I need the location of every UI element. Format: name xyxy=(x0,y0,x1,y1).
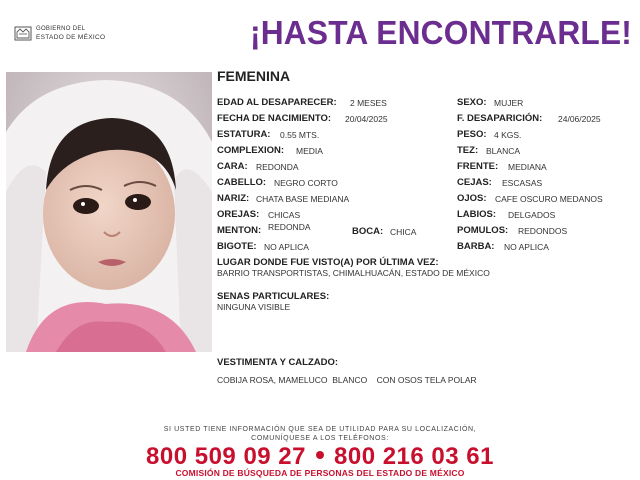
bullet-dot-icon xyxy=(316,451,324,459)
frente-value: MEDIANA xyxy=(508,162,547,172)
bigote-label: BIGOTE: xyxy=(217,241,257,252)
headline: ¡HASTA ENCONTRARLE! xyxy=(250,14,633,51)
barba-label: BARBA: xyxy=(457,241,495,252)
state-seal-icon xyxy=(14,24,32,42)
menton-label: MENTON: xyxy=(217,225,262,236)
fecha-desaparicion-label: F. DESAPARICIÓN: xyxy=(457,113,543,124)
last-seen-value: BARRIO TRANSPORTISTAS, CHIMALHUACÁN, ESTADO DE MÉXICO xyxy=(217,268,490,278)
estatura-label: ESTATURA: xyxy=(217,129,271,140)
cara-label: CARA: xyxy=(217,161,248,172)
cara-value: REDONDA xyxy=(256,162,299,172)
cejas-label: CEJAS: xyxy=(457,177,492,188)
nariz-label: NARIZ: xyxy=(217,193,250,204)
bigote-value: NO APLICA xyxy=(264,242,309,252)
marks-value: NINGUNA VISIBLE xyxy=(217,302,291,312)
pomulos-value: REDONDOS xyxy=(518,226,568,236)
logo-line-2: ESTADO DE MÉXICO xyxy=(36,34,106,41)
ojos-label: OJOS: xyxy=(457,193,487,204)
boca-value: CHICA xyxy=(390,227,417,237)
clothing-value: COBIJA ROSA, MAMELUCO BLANCO CON OSOS TELA POLAR xyxy=(217,375,477,385)
complexion-label: COMPLEXION: xyxy=(217,145,285,156)
footer-note-line-2: COMUNÍQUESE A LOS TELÉFONOS: xyxy=(251,435,389,442)
person-name: FEMENINA xyxy=(217,68,291,84)
menton-value: REDONDA xyxy=(268,222,311,232)
edad-label: EDAD AL DESAPARECER: xyxy=(217,97,337,108)
labios-label: LABIOS: xyxy=(457,209,497,220)
labios-value: DELGADOS xyxy=(508,210,556,220)
fecha-desaparicion-value: 24/06/2025 xyxy=(558,114,601,124)
boca-label: BOCA: xyxy=(352,226,384,237)
marks-label: SENAS PARTICULARES: xyxy=(217,291,330,302)
peso-value: 4 KGS. xyxy=(494,130,522,140)
nacimiento-label: FECHA DE NACIMIENTO: xyxy=(217,113,331,124)
nariz-value: CHATA BASE MEDIANA xyxy=(256,194,350,204)
cejas-value: ESCASAS xyxy=(502,178,543,188)
cabello-value: NEGRO CORTO xyxy=(274,178,338,188)
frente-label: FRENTE: xyxy=(457,161,499,172)
ojos-value: CAFE OSCURO MEDANOS xyxy=(495,194,603,204)
phone-number-2: 800 216 03 61 xyxy=(334,443,494,470)
sexo-label: SEXO: xyxy=(457,97,487,108)
orejas-value: CHICAS xyxy=(268,210,301,220)
commission-name: COMISIÓN DE BÚSQUEDA DE PERSONAS DEL ESTADO DE MÉXICO xyxy=(175,468,465,478)
complexion-value: MEDIA xyxy=(296,146,323,156)
government-logo xyxy=(14,24,124,46)
edad-value: 2 MESES xyxy=(350,98,387,108)
phone-numbers xyxy=(0,443,640,471)
footer-note-line-1: SI USTED TIENE INFORMACIÓN QUE SEA DE UTILIDAD PARA SU LOCALIZACIÓN, xyxy=(163,426,477,433)
missing-person-photo xyxy=(6,72,212,352)
clothing-label: VESTIMENTA Y CALZADO: xyxy=(217,357,339,368)
estatura-value: 0.55 MTS. xyxy=(280,130,320,140)
tez-label: TEZ: xyxy=(457,145,479,156)
pomulos-label: POMULOS: xyxy=(457,225,509,236)
cabello-label: CABELLO: xyxy=(217,177,267,188)
nacimiento-value: 20/04/2025 xyxy=(345,114,388,124)
logo-line-1: GOBIERNO DEL xyxy=(36,26,86,32)
last-seen-label: LUGAR DONDE FUE VISTO(A) POR ÚLTIMA VEZ: xyxy=(217,257,439,268)
sexo-value: MUJER xyxy=(494,98,524,108)
phone-number-1: 800 509 09 27 xyxy=(146,443,306,470)
barba-value: NO APLICA xyxy=(504,242,549,252)
peso-label: PESO: xyxy=(457,129,487,140)
orejas-label: OREJAS: xyxy=(217,209,260,220)
tez-value: BLANCA xyxy=(486,146,521,156)
